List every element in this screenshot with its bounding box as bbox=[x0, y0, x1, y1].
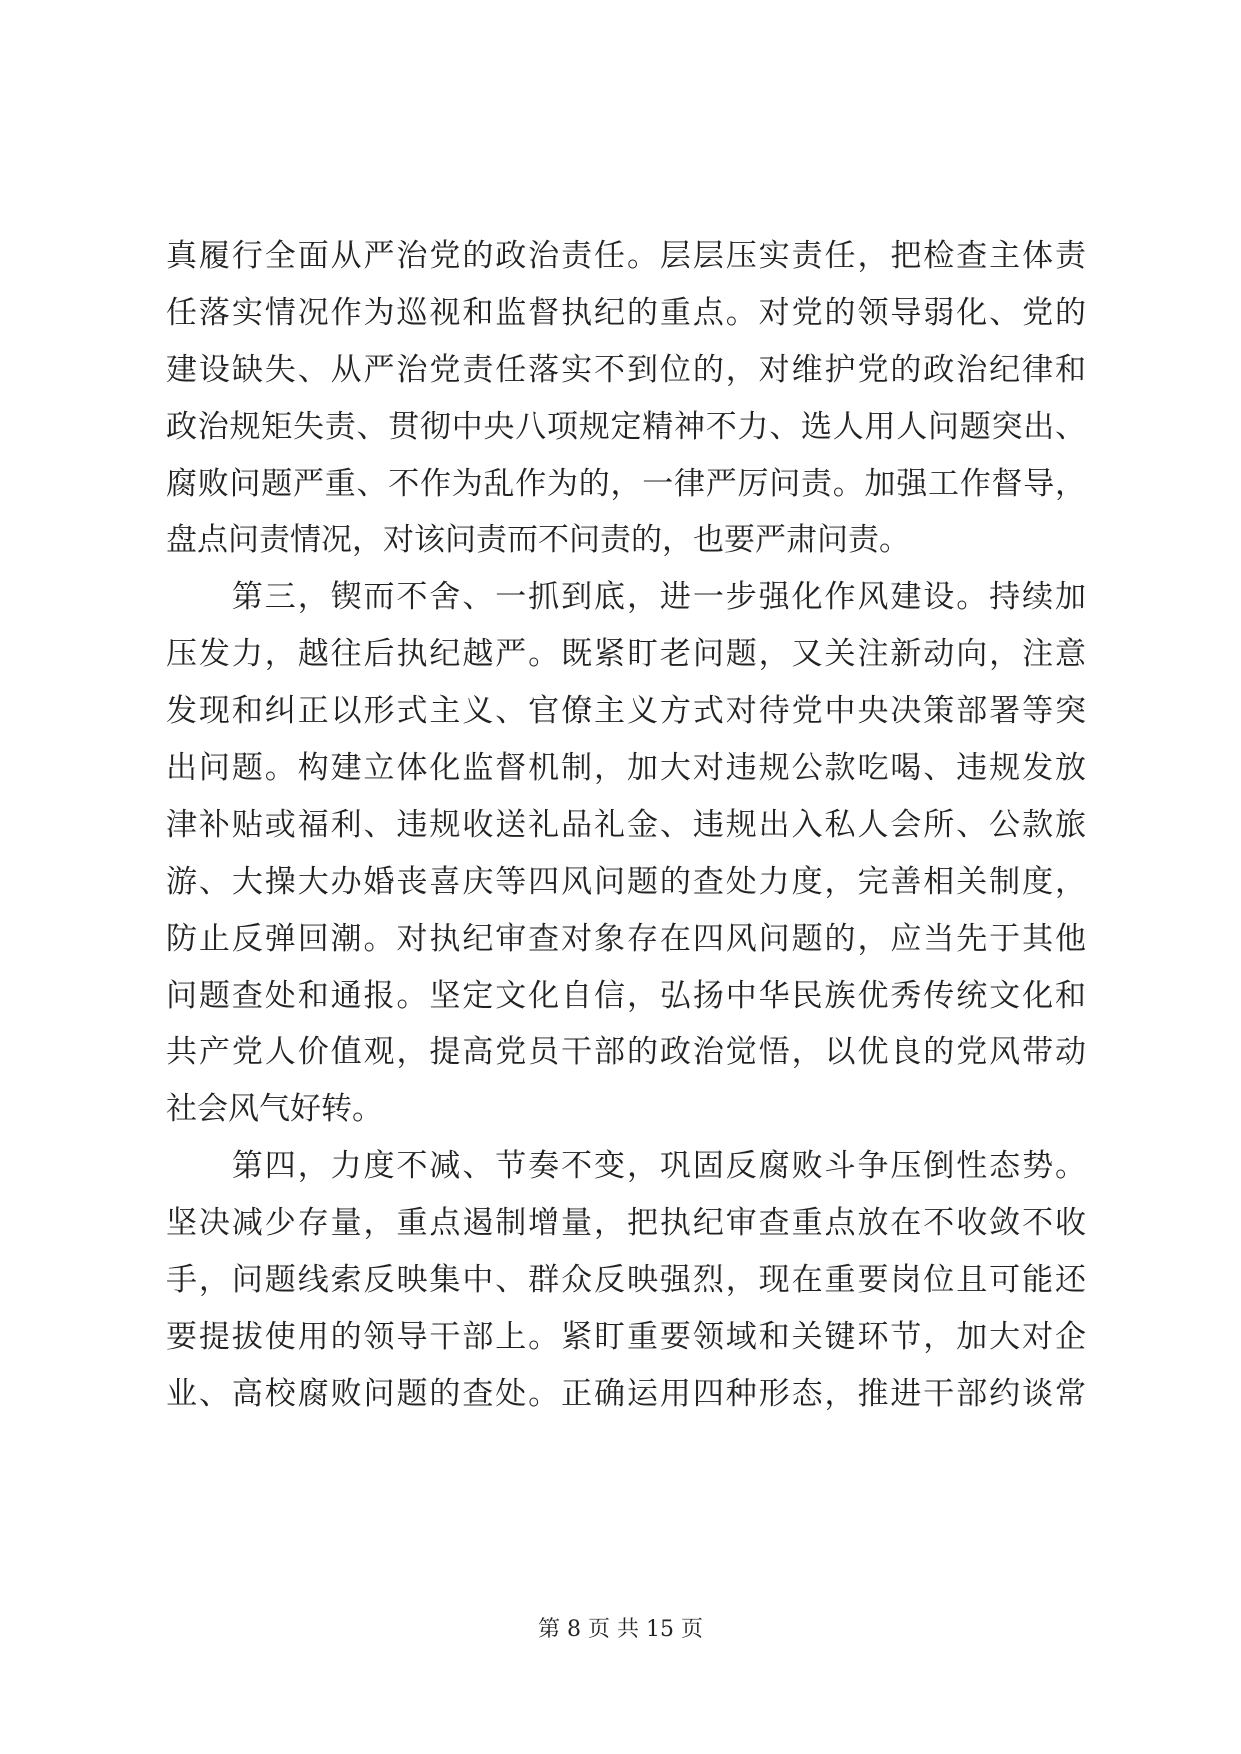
text-line-4: 政治规矩失责、贯彻中央八项规定精神不力、选人用人问题突出、 bbox=[166, 408, 1086, 445]
text-line-10: 出问题。构建立体化监督机制，加大对违规公款吃喝、违规发放 bbox=[166, 750, 1086, 787]
text-line-8: 压发力，越往后执纪越严。既紧盯老问题，又关注新动向，注意 bbox=[166, 636, 1086, 673]
text-line-18: 坚决减少存量，重点遏制增量，把执纪审查重点放在不收敛不收 bbox=[166, 1205, 1086, 1242]
text-line-3: 建设缺失、从严治党责任落实不到位的，对维护党的政治纪律和 bbox=[166, 351, 1086, 388]
text-line-12: 游、大操大办婚丧喜庆等四风问题的查处力度，完善相关制度， bbox=[166, 863, 1086, 900]
text-line-13: 防止反弹回潮。对执纪审查对象存在四风问题的，应当先于其他 bbox=[166, 920, 1086, 957]
text-line-11: 津补贴或福利、违规收送礼品礼金、违规出入私人会所、公款旅 bbox=[166, 806, 1086, 843]
text-line-21: 业、高校腐败问题的查处。正确运用四种形态，推进干部约谈常 bbox=[166, 1375, 1086, 1412]
text-line-16: 社会风气好转。 bbox=[166, 1091, 383, 1128]
text-line-2: 任落实情况作为巡视和监督执纪的重点。对党的领导弱化、党的 bbox=[166, 294, 1086, 331]
body-text bbox=[166, 228, 1086, 1423]
page-number-footer: 第 8 页 共 15 页 bbox=[538, 1617, 703, 1642]
text-line-6: 盘点问责情况，对该问责而不问责的，也要严肃问责。 bbox=[166, 522, 910, 559]
text-line-7: 第三，锲而不舍、一抓到底，进一步强化作风建设。持续加 bbox=[166, 579, 1086, 616]
text-line-5: 腐败问题严重、不作为乱作为的，一律严厉问责。加强工作督导， bbox=[166, 465, 1086, 502]
text-line-20: 要提拔使用的领导干部上。紧盯重要领域和关键环节，加大对企 bbox=[166, 1318, 1086, 1355]
text-line-1: 真履行全面从严治党的政治责任。层层压实责任，把检查主体责 bbox=[166, 238, 1086, 274]
text-line-15: 共产党人价值观，提高党员干部的政治觉悟，以优良的党风带动 bbox=[166, 1034, 1086, 1071]
text-line-9: 发现和纠正以形式主义、官僚主义方式对待党中央决策部署等突 bbox=[166, 693, 1086, 730]
text-line-17: 第四，力度不减、节奏不变，巩固反腐败斗争压倒性态势。 bbox=[166, 1148, 1086, 1185]
text-line-14: 问题查处和通报。坚定文化自信，弘扬中华民族优秀传统文化和 bbox=[166, 977, 1086, 1014]
text-line-19: 手，问题线索反映集中、群众反映强烈，现在重要岗位且可能还 bbox=[166, 1262, 1086, 1299]
